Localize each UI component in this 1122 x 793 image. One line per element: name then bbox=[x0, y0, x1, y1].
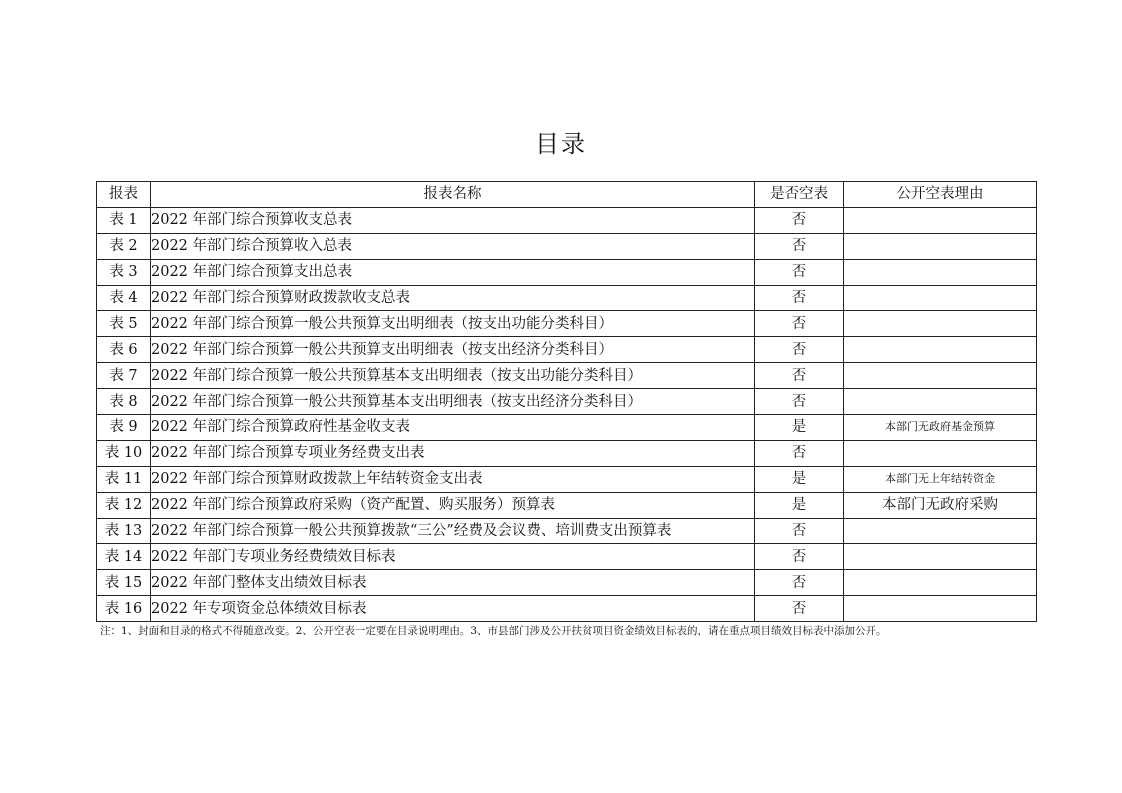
report-name-cell: 2022 年部门综合预算政府性基金收支表 bbox=[151, 415, 755, 441]
table-row bbox=[97, 570, 1037, 596]
is-empty-cell: 否 bbox=[755, 363, 844, 389]
is-empty-cell: 是 bbox=[755, 466, 844, 492]
report-name-cell: 2022 年部门综合预算专项业务经费支出表 bbox=[151, 440, 755, 466]
report-name-cell: 2022 年部门综合预算一般公共预算基本支出明细表（按支出经济分类科目） bbox=[151, 389, 755, 415]
empty-reason-cell bbox=[844, 363, 1037, 389]
empty-reason-cell bbox=[844, 207, 1037, 233]
is-empty-cell: 否 bbox=[755, 596, 844, 622]
table-row bbox=[97, 518, 1037, 544]
empty-reason-cell bbox=[844, 596, 1037, 622]
is-empty-cell: 否 bbox=[755, 233, 844, 259]
report-code-cell: 表 6 bbox=[97, 337, 151, 363]
report-code-cell: 表 11 bbox=[97, 466, 151, 492]
report-code-cell: 表 5 bbox=[97, 311, 151, 337]
report-name-cell: 2022 年部门整体支出绩效目标表 bbox=[151, 570, 755, 596]
table-row bbox=[97, 233, 1037, 259]
report-code-cell: 表 15 bbox=[97, 570, 151, 596]
report-code-cell: 表 9 bbox=[97, 415, 151, 441]
empty-reason-cell bbox=[844, 570, 1037, 596]
table-row bbox=[97, 492, 1037, 518]
table-row bbox=[97, 544, 1037, 570]
is-empty-cell: 是 bbox=[755, 492, 844, 518]
report-name-cell: 2022 年部门综合预算一般公共预算支出明细表（按支出经济分类科目） bbox=[151, 337, 755, 363]
table-row bbox=[97, 285, 1037, 311]
table-row bbox=[97, 337, 1037, 363]
report-code-cell: 表 12 bbox=[97, 492, 151, 518]
is-empty-cell: 否 bbox=[755, 544, 844, 570]
empty-reason-cell: 本部门无上年结转资金 bbox=[844, 466, 1037, 492]
empty-reason-cell bbox=[844, 311, 1037, 337]
report-code-cell: 表 3 bbox=[97, 259, 151, 285]
report-code-cell: 表 4 bbox=[97, 285, 151, 311]
is-empty-cell: 否 bbox=[755, 259, 844, 285]
empty-reason-cell bbox=[844, 518, 1037, 544]
report-name-cell: 2022 年部门综合预算支出总表 bbox=[151, 259, 755, 285]
header-report-name: 报表名称 bbox=[151, 182, 755, 208]
table-row bbox=[97, 259, 1037, 285]
table-row bbox=[97, 415, 1037, 441]
table-row bbox=[97, 440, 1037, 466]
is-empty-cell: 否 bbox=[755, 518, 844, 544]
empty-reason-cell bbox=[844, 337, 1037, 363]
report-code-cell: 表 13 bbox=[97, 518, 151, 544]
empty-reason-cell bbox=[844, 285, 1037, 311]
report-name-cell: 2022 年部门综合预算收入总表 bbox=[151, 233, 755, 259]
report-name-cell: 2022 年部门综合预算财政拨款上年结转资金支出表 bbox=[151, 466, 755, 492]
empty-reason-cell: 本部门无政府基金预算 bbox=[844, 415, 1037, 441]
table-header-row bbox=[97, 182, 1037, 208]
report-code-cell: 表 14 bbox=[97, 544, 151, 570]
report-catalog-table bbox=[96, 181, 1037, 622]
table-row bbox=[97, 207, 1037, 233]
is-empty-cell: 否 bbox=[755, 285, 844, 311]
empty-reason-cell bbox=[844, 389, 1037, 415]
report-name-cell: 2022 年专项资金总体绩效目标表 bbox=[151, 596, 755, 622]
empty-reason-cell bbox=[844, 440, 1037, 466]
is-empty-cell: 否 bbox=[755, 311, 844, 337]
header-is-empty: 是否空表 bbox=[755, 182, 844, 208]
report-name-cell: 2022 年部门综合预算收支总表 bbox=[151, 207, 755, 233]
report-code-cell: 表 7 bbox=[97, 363, 151, 389]
empty-reason-cell bbox=[844, 233, 1037, 259]
table-row bbox=[97, 389, 1037, 415]
is-empty-cell: 否 bbox=[755, 207, 844, 233]
is-empty-cell: 否 bbox=[755, 570, 844, 596]
header-empty-reason: 公开空表理由 bbox=[844, 182, 1037, 208]
empty-reason-cell bbox=[844, 259, 1037, 285]
page-title: 目录 bbox=[535, 130, 587, 158]
header-report: 报表 bbox=[97, 182, 151, 208]
table-row bbox=[97, 363, 1037, 389]
table-row bbox=[97, 311, 1037, 337]
is-empty-cell: 否 bbox=[755, 337, 844, 363]
footnote: 注：1、封面和目录的格式不得随意改变。2、公开空表一定要在目录说明理由。3、市县部门涉及公开扶贫项目资金绩效目标表的，请在重点项目绩效目标表中添加公开。 bbox=[100, 625, 887, 637]
table-body bbox=[97, 207, 1037, 621]
report-code-cell: 表 1 bbox=[97, 207, 151, 233]
empty-reason-cell: 本部门无政府采购 bbox=[844, 492, 1037, 518]
is-empty-cell: 否 bbox=[755, 389, 844, 415]
report-code-cell: 表 2 bbox=[97, 233, 151, 259]
report-code-cell: 表 16 bbox=[97, 596, 151, 622]
report-name-cell: 2022 年部门综合预算财政拨款收支总表 bbox=[151, 285, 755, 311]
report-code-cell: 表 10 bbox=[97, 440, 151, 466]
report-name-cell: 2022 年部门专项业务经费绩效目标表 bbox=[151, 544, 755, 570]
table-row bbox=[97, 596, 1037, 622]
report-name-cell: 2022 年部门综合预算一般公共预算支出明细表（按支出功能分类科目） bbox=[151, 311, 755, 337]
is-empty-cell: 是 bbox=[755, 415, 844, 441]
is-empty-cell: 否 bbox=[755, 440, 844, 466]
empty-reason-cell bbox=[844, 544, 1037, 570]
report-name-cell: 2022 年部门综合预算政府采购（资产配置、购买服务）预算表 bbox=[151, 492, 755, 518]
report-name-cell: 2022 年部门综合预算一般公共预算拨款“三公”经费及会议费、培训费支出预算表 bbox=[151, 518, 755, 544]
report-name-cell: 2022 年部门综合预算一般公共预算基本支出明细表（按支出功能分类科目） bbox=[151, 363, 755, 389]
report-code-cell: 表 8 bbox=[97, 389, 151, 415]
table-row bbox=[97, 466, 1037, 492]
